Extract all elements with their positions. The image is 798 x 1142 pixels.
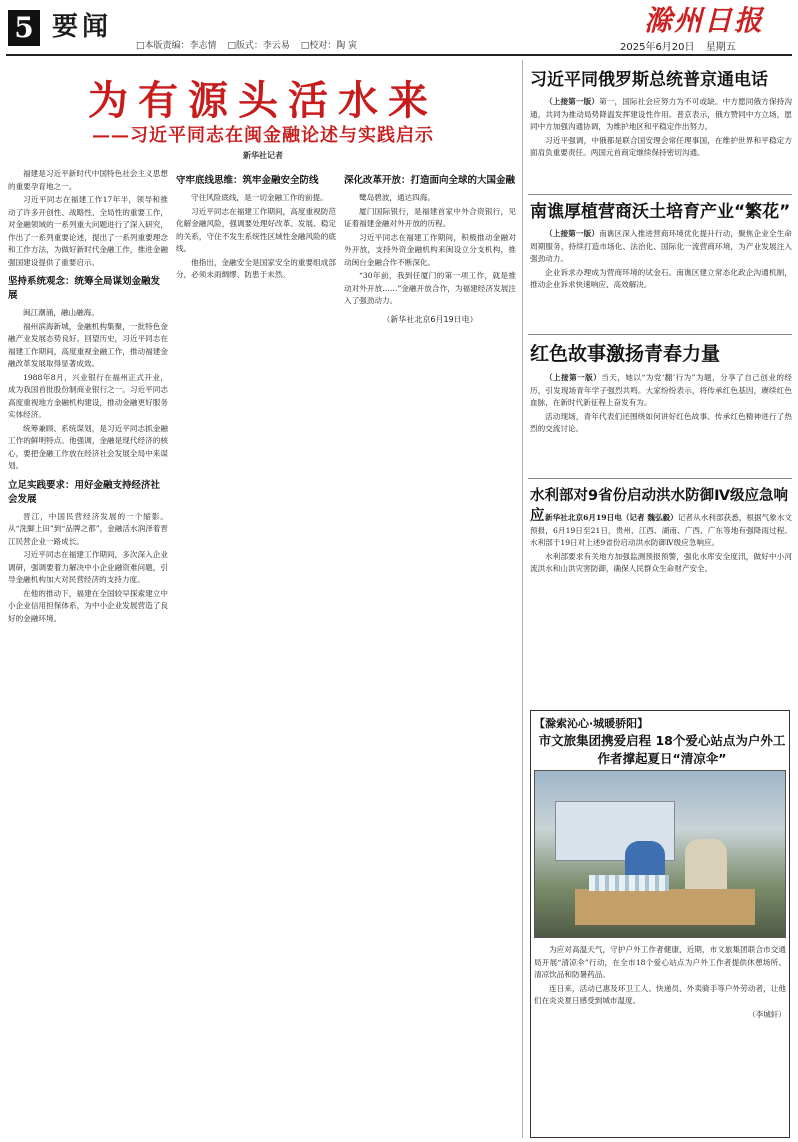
article-paragraph: 闽江潮涌，融山融海。: [23, 308, 99, 317]
article-paragraph: 统筹兼顾、系统谋划，是习近平同志抓金融工作的鲜明特点。他强调，金融是现代经济的核心，要把金融工作放在经济社会发展全局中来谋划。: [8, 423, 168, 470]
section-heading: 深化改革开放：打造面向全球的大国金融: [344, 175, 516, 186]
article-paragraph: 晋江，中国民营经济发展的一个缩影。从“洗脚上田”到“品牌之都”，金融活水润泽着晋江民营企业一路成长。: [8, 511, 168, 546]
editor-name: □本版责编：李志情: [136, 41, 217, 51]
article-body: 水利部要求有关地方加强监测预报预警，强化水库安全度汛，做好中小河流洪水和山洪灾害防御，确保人民群众生命财产安全。: [530, 551, 792, 573]
column-divider: [522, 60, 523, 1138]
article-divider: [528, 478, 792, 479]
article-body: 习近平强调，中俄都是联合国安理会常任理事国，在维护世界和平稳定方面肩负重要责任。两国元首商定继续保持密切沟通。: [530, 135, 792, 157]
page-number: 5: [8, 10, 40, 46]
section-heading: 立足实践要求：用好金融支持经济社会发展: [8, 479, 161, 505]
photo-table: [575, 889, 755, 925]
article-paragraph: 习近平同志在福建工作17年半，领导和推动了许多开创性、战略性、全局性的重要工作，对金融领域的一系列重大问题进行了深入研究，作出了一系列重要论述，提出了一系列重要理念和工作方法，为做好新时代金融工作，推进金融强国建设提供了重要启示。: [8, 195, 168, 267]
article-paragraph: 他指出，金融安全是国家安全的重要组成部分，必须未雨绸缪、防患于未然。: [176, 257, 336, 279]
designer-name: □版式：李云易: [227, 41, 290, 51]
dateline: （新华社北京6月19日电）: [382, 314, 478, 324]
article-body: 当天，她以“为党‘翻’行为”为题，分享了自己创业的经历，引发现场青年学子强烈共鸣。大家纷纷表示，将传承红色基因，赓续红色血脉，在新时代新征程上奋发有为。: [530, 373, 792, 407]
proofreader-name: □校对：陶 寅: [300, 41, 358, 51]
feature-column-3: [344, 168, 516, 1138]
issue-date: [620, 38, 796, 53]
feature-byline: 新华社记者: [243, 151, 283, 160]
article-divider: [528, 334, 792, 335]
article-paragraph: 守住风险底线，是一切金融工作的前提。: [191, 193, 328, 202]
section-heading: 守牢底线思维：筑牢金融安全防线: [176, 175, 319, 186]
article-credit: （李城轩）: [748, 1009, 786, 1019]
photo-story-tag: 【滁索沁心·城暖骄阳】: [534, 717, 649, 730]
article-lead: （上接第一版）: [545, 373, 602, 382]
header-divider: [6, 54, 792, 56]
photo-story-text: [534, 944, 786, 1134]
date-text: 2025年6月20日: [620, 42, 695, 53]
headline-red-stories: 红色故事激扬青春力量: [530, 343, 721, 365]
editor-credits: [136, 38, 365, 51]
headline-flood-response: 水利部对9省份启动洪水防御Ⅳ级应急响应: [530, 488, 789, 524]
page-header: [0, 0, 798, 58]
article-paragraph: 在他的推动下，福建在全国较早探索建立中小企业信用担保体系，为中小企业发展营造了良好的金融环境。: [8, 588, 168, 623]
photo-story-headline: 市文旅集团携爱启程 18个爱心站点为户外工作者撑起夏日“清凉伞”: [538, 733, 786, 766]
feature-title: 为有源头活水来: [88, 77, 438, 124]
article-paragraph: 习近平同志在福建工作期间，高度重视防范化解金融风险，强调要处理好改革、发展、稳定的关系，守住不发生系统性区域性金融风险的底线。: [176, 206, 336, 253]
article-paragraph: 1988年8月，兴业银行在福州正式开业，成为我国首批股份制商业银行之一。习近平同志高度重视地方金融机构建设，推动金融更好服务实体经济。: [8, 372, 168, 419]
section-heading: 坚持系统观念：统筹全局谋划金融发展: [8, 276, 161, 301]
article-body: 连日来，活动已惠及环卫工人、快递员、外卖骑手等户外劳动者，让他们在炎炎夏日感受到城市温度。: [534, 983, 786, 1005]
article-paragraph: 习近平同志在福建工作期间，积极推动金融对外开放，支持外资金融机构来闽设立分支机构，推动闽台金融合作不断深化。: [344, 232, 516, 267]
section-name: 要闻: [52, 12, 113, 42]
article-paragraph: 习近平同志在福建工作期间，多次深入企业调研，强调要着力解决中小企业融资难问题，引导金融机构加大对民营经济的支持力度。: [8, 550, 168, 584]
article-body: 活动现场，青年代表们还围绕如何讲好红色故事、传承红色精神进行了热烈的交流讨论。: [530, 411, 792, 433]
feature-column-2: [176, 168, 336, 1138]
article-lead: 新华社北京6月19日电（记者 魏弘毅）: [545, 513, 678, 522]
article-paragraph: 厦门国际银行，是福建首家中外合资银行，见证着福建金融对外开放的历程。: [344, 206, 516, 228]
article-paragraph: 福建是习近平新时代中国特色社会主义思想的重要孕育地之一。: [8, 169, 168, 191]
feature-column-1: [8, 168, 168, 1138]
headline-xi-putin-call: 习近平同俄罗斯总统普京通电话: [530, 70, 768, 90]
article-lead: （上接第一版）: [545, 97, 600, 106]
article-paragraph: 福州滨海新城，金融机构集聚，一批特色金融产业发展态势良好。回望历史，习近平同志在福建工作期间，高度重视金融工作，推动福建金融改革发展取得显著成效。: [8, 321, 168, 368]
article-body: 南谯区深入推进营商环境优化提升行动，聚焦企业全生命周期服务，持续打造市场化、法治化、国际化一流营商环境，为产业发展注入强劲动力。: [530, 229, 792, 263]
article-body: 记者从水利部获悉，根据气象水文预报，6月19日至21日，贵州、江西、湖南、广西、广东等地有强降雨过程。水利部于19日对上述9省份启动洪水防御Ⅳ级应急响应。: [530, 513, 792, 547]
article-flood-response: [530, 512, 792, 702]
article-divider: [528, 194, 792, 195]
feature-subtitle: ——习近平同志在闽金融论述与实践启示: [92, 125, 434, 146]
headline-nanqiao: 南谯厚植营商沃土培育产业“繁花”: [530, 202, 791, 222]
article-lead: （上接第一版）: [545, 229, 600, 238]
article-body: 为应对高温天气，守护户外工作者健康，近期，市文旅集团联合市交通局开展“清凉伞”行动，在全市18个爱心站点为户外工作者提供休憩场所、清凉饮品和防暑药品。: [534, 945, 786, 979]
article-body: 第一，国际社会应努力为不可或缺。中方愿同俄方保持沟通，共同为推动局势降温发挥建设性作用。普京表示，俄方赞同中方立场，愿同中方加强沟通协调，为维护地区和平稳定作出努力。: [530, 97, 792, 131]
article-body: 企业诉求办理成为营商环境的试金石。南谯区建立常态化政企沟通机制，推动企业诉求快速响应、高效解决。: [530, 267, 792, 289]
article-red-stories: [530, 372, 792, 470]
article-paragraph: “30年前，我到任厦门的第一项工作，就是推动对外开放……”金融开放合作，为福建经济发展注入了强劲动力。: [344, 271, 516, 305]
news-photo: [534, 770, 786, 938]
newspaper-logo: 滁州日报: [643, 4, 764, 37]
article-paragraph: 鹭岛碧波，通达四海。: [359, 193, 435, 202]
photo-water-bottles: [589, 875, 669, 891]
weekday-text: 星期五: [705, 42, 736, 53]
article-xi-putin-call: [530, 96, 792, 186]
article-nanqiao: [530, 228, 792, 328]
